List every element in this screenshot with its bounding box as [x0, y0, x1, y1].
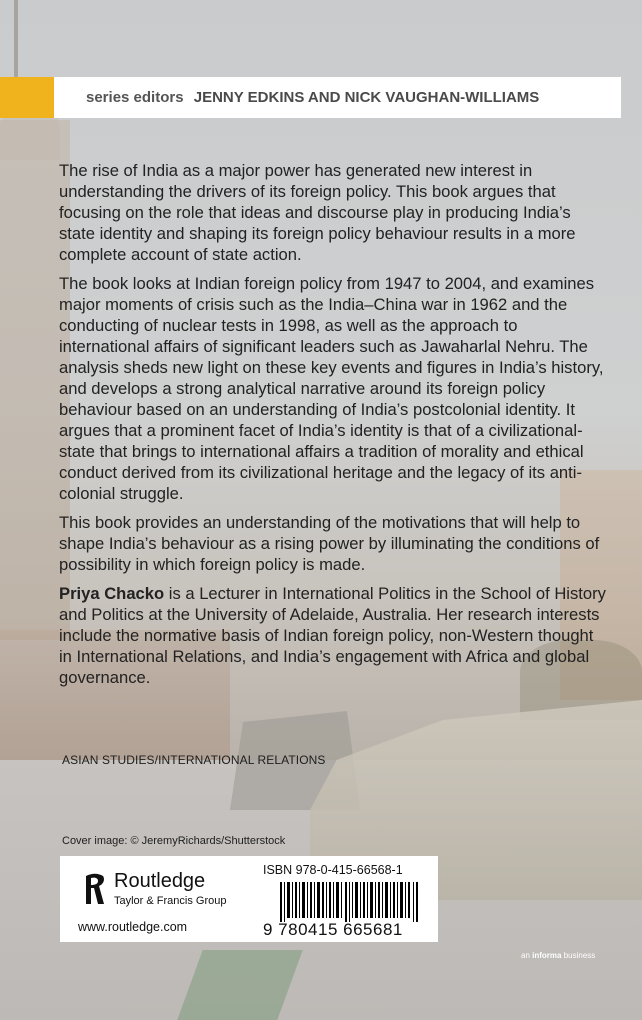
blurb-paragraph-3: This book provides an understanding of the motivations that will help to shape India’s behaviour as a rising power by illuminating the conditions of possibility in which foreign policy is made. [59, 513, 600, 574]
isbn-label: ISBN 978-0-415-66568-1 [263, 863, 403, 877]
barcode-icon [280, 882, 420, 922]
author-name: Priya Chacko [59, 584, 165, 603]
series-label: series editors [86, 89, 184, 106]
informa-business-label [521, 951, 595, 960]
publisher-name: Routledge [114, 870, 206, 892]
subject-category: ASIAN STUDIES/INTERNATIONAL RELATIONS [62, 753, 326, 767]
series-editors-names: JENNY EDKINS AND NICK VAUGHAN-WILLIAMS [193, 89, 540, 106]
author-bio-paragraph [59, 583, 607, 688]
series-accent-block [0, 77, 54, 118]
barcode-number: 9 780415 665681 [263, 920, 403, 939]
blurb [59, 160, 607, 696]
series-editors-bar [0, 77, 621, 118]
cover-image-credit: Cover image: © JeremyRichards/Shutterstock [62, 835, 286, 847]
informa-prefix: an [521, 951, 533, 960]
blurb-paragraph-1: The rise of India as a major power has generated new interest in understanding the drivers of its foreign policy. This book argues that focusing on the role that ideas and discourse play in producing India’s state identity and shaping its foreign policy behaviour results in a more complete account of state action. [59, 161, 576, 264]
informa-suffix: business [561, 951, 596, 960]
informa-name: informa [532, 951, 562, 960]
publisher-box [60, 856, 438, 942]
publisher-url: www.routledge.com [78, 920, 188, 934]
series-editors-text [86, 77, 539, 118]
routledge-logo-icon [82, 870, 112, 910]
author-bio: is a Lecturer in International Politics in the School of History and Politics at the University of Adelaide, Australia. Her research interests include the normative basis of Indian foreign policy, non-Western thought in International Relations, and India’s engagement with Africa and global governance. [59, 584, 606, 687]
publisher-group: Taylor & Francis Group [114, 895, 227, 907]
blurb-paragraph-2: The book looks at Indian foreign policy from 1947 to 2004, and examines major moments of crisis such as the India–China war in 1962 and the conducting of nuclear tests in 1998, as well as the approach to international affairs of significant leaders such as Jawaharlal Nehru. The analysis sheds new light on these key events and figures in India’s history, and develops a strong analytical narrative around its foreign policy behaviour based on an understanding of India’s postcolonial identity. It argues that a prominent facet of India’s identity is that of a civilizational-state that brings to international affairs a tradition of morality and ethical conduct derived from its civilizational heritage and the legacy of its anti-colonial struggle. [59, 274, 604, 503]
